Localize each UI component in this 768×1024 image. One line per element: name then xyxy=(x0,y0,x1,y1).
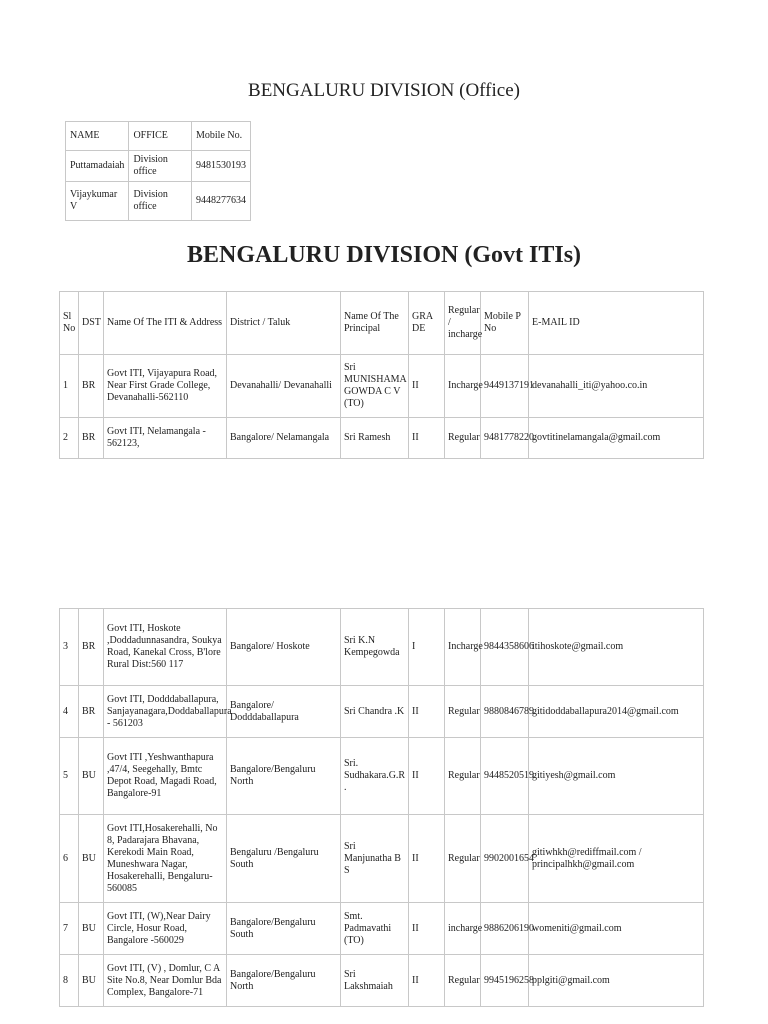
email-cell: womeniti@gmail.com xyxy=(529,903,704,955)
mobile-cell: 9449137191 xyxy=(481,355,529,418)
iti-name-cell: Govt ITI, Nelamangala - 562123, xyxy=(104,418,227,459)
table-row xyxy=(66,182,251,221)
principal-cell: Smt. Padmavathi (TO) xyxy=(341,903,409,955)
dst-cell: BU xyxy=(79,815,104,903)
table-row xyxy=(60,609,704,686)
district-cell: Bangalore/ Nelamangala xyxy=(227,418,341,459)
regular-cell: Incharge xyxy=(445,355,481,418)
grade-cell: II xyxy=(409,903,445,955)
dst-cell: BR xyxy=(79,418,104,459)
district-cell: Bangalore/ Hoskote xyxy=(227,609,341,686)
header-office: OFFICE xyxy=(129,122,192,151)
office-cell-name: Vijaykumar V xyxy=(66,182,129,221)
dst-cell: BR xyxy=(79,609,104,686)
office-cell-mobile: 9481530193 xyxy=(192,151,251,182)
iti-table-page2 xyxy=(59,608,704,1007)
iti-section-title: BENGALURU DIVISION (Govt ITIs) xyxy=(186,242,582,268)
regular-cell: Incharge xyxy=(445,609,481,686)
grade-cell: II xyxy=(409,686,445,738)
mobile-cell: 9448520519 xyxy=(481,738,529,815)
mobile-cell: 9945196258 xyxy=(481,955,529,1007)
sl-no-cell: 4 xyxy=(60,686,79,738)
district-cell: Bangalore/Bengaluru North xyxy=(227,738,341,815)
header-dst: DST xyxy=(79,292,104,355)
email-cell: devanahalli_iti@yahoo.co.in xyxy=(529,355,704,418)
sl-no-cell: 3 xyxy=(60,609,79,686)
header-principal: Name Of The Principal xyxy=(341,292,409,355)
header-email: E-MAIL ID xyxy=(529,292,704,355)
office-cell-office: Division office xyxy=(129,182,192,221)
iti-name-cell: Govt ITI, Hoskote ,Doddadunnasandra, Soukya Road, Kanekal Cross, B'lore Rural Dist:560 117 xyxy=(104,609,227,686)
iti-name-cell: Govt ITI, Dodddaballapura, Sanjayanagara,Doddaballapura - 561203 xyxy=(104,686,227,738)
sl-no-cell: 5 xyxy=(60,738,79,815)
iti-name-cell: Govt ITI, Vijayapura Road, Near First Grade College, Devanahalli-562110 xyxy=(104,355,227,418)
iti-name-cell: Govt ITI, (V) , Domlur, C A Site No.8, Near Domlur Bda Complex, Bangalore-71 xyxy=(104,955,227,1007)
office-section-title: BENGALURU DIVISION (Office) xyxy=(248,80,520,101)
header-sl-no: Sl No xyxy=(60,292,79,355)
table-row xyxy=(60,686,704,738)
principal-cell: Sri Chandra .K xyxy=(341,686,409,738)
dst-cell: BU xyxy=(79,955,104,1007)
email-cell: gitiwhkh@rediffmail.com / principalhkh@gmail.com xyxy=(529,815,704,903)
grade-cell: I xyxy=(409,609,445,686)
iti-table-page1 xyxy=(59,291,704,459)
table-row xyxy=(60,355,704,418)
grade-cell: II xyxy=(409,738,445,815)
sl-no-cell: 1 xyxy=(60,355,79,418)
principal-cell: Sri Lakshmaiah xyxy=(341,955,409,1007)
mobile-cell: 9844358606 xyxy=(481,609,529,686)
header-regular: Regular / incharge xyxy=(445,292,481,355)
mobile-cell: 9481778220 xyxy=(481,418,529,459)
mobile-cell: 9880846789 xyxy=(481,686,529,738)
district-cell: Bangalore/Bengaluru North xyxy=(227,955,341,1007)
sl-no-cell: 2 xyxy=(60,418,79,459)
principal-cell: Sri Manjunatha B S xyxy=(341,815,409,903)
principal-cell: Sri. Sudhakara.G.R . xyxy=(341,738,409,815)
sl-no-cell: 6 xyxy=(60,815,79,903)
grade-cell: II xyxy=(409,815,445,903)
grade-cell: II xyxy=(409,955,445,1007)
office-cell-mobile: 9448277634 xyxy=(192,182,251,221)
principal-cell: Sri MUNISHAMA GOWDA C V (TO) xyxy=(341,355,409,418)
dst-cell: BU xyxy=(79,738,104,815)
email-cell: pplgiti@gmail.com xyxy=(529,955,704,1007)
office-cell-office: Division office xyxy=(129,151,192,182)
table-row xyxy=(66,151,251,182)
dst-cell: BU xyxy=(79,903,104,955)
dst-cell: BR xyxy=(79,355,104,418)
iti-name-cell: Govt ITI ,Yeshwanthapura ,47/4, Seegehally, Bmtc Depot Road, Magadi Road, Bangalore-91 xyxy=(104,738,227,815)
district-cell: Devanahalli/ Devanahalli xyxy=(227,355,341,418)
office-table xyxy=(65,121,251,221)
sl-no-cell: 8 xyxy=(60,955,79,1007)
regular-cell: Regular xyxy=(445,815,481,903)
header-iti-name: Name Of The ITI & Address xyxy=(104,292,227,355)
email-cell: govtitinelamangala@gmail.com xyxy=(529,418,704,459)
district-cell: Bengaluru /Bengaluru South xyxy=(227,815,341,903)
table-row xyxy=(60,955,704,1007)
mobile-cell: 9902001654 xyxy=(481,815,529,903)
iti-name-cell: Govt ITI, (W),Near Dairy Circle, Hosur Road, Bangalore -560029 xyxy=(104,903,227,955)
regular-cell: Regular xyxy=(445,418,481,459)
email-cell: gitiyesh@gmail.com xyxy=(529,738,704,815)
table-row xyxy=(60,903,704,955)
dst-cell: BR xyxy=(79,686,104,738)
grade-cell: II xyxy=(409,418,445,459)
principal-cell: Sri K.N Kempegowda xyxy=(341,609,409,686)
header-name: NAME xyxy=(66,122,129,151)
principal-cell: Sri Ramesh xyxy=(341,418,409,459)
regular-cell: Regular xyxy=(445,686,481,738)
table-row xyxy=(60,738,704,815)
sl-no-cell: 7 xyxy=(60,903,79,955)
regular-cell: Regular xyxy=(445,738,481,815)
district-cell: Bangalore/Bengaluru South xyxy=(227,903,341,955)
iti-table-header xyxy=(60,292,704,355)
header-district: District / Taluk xyxy=(227,292,341,355)
office-table-header xyxy=(66,122,251,151)
table-row xyxy=(60,815,704,903)
office-cell-name: Puttamadaiah xyxy=(66,151,129,182)
table-row xyxy=(60,418,704,459)
email-cell: gitidoddaballapura2014@gmail.com xyxy=(529,686,704,738)
iti-name-cell: Govt ITI,Hosakerehalli, No 8, Padarajara Bhavana, Kerekodi Main Road, Muneshwara Nagar, Hosakerehalli, Bengaluru-560085 xyxy=(104,815,227,903)
email-cell: itihoskote@gmail.com xyxy=(529,609,704,686)
district-cell: Bangalore/ Dodddaballapura xyxy=(227,686,341,738)
header-grade: GRA DE xyxy=(409,292,445,355)
regular-cell: Regular xyxy=(445,955,481,1007)
header-mobile: Mobile P No xyxy=(481,292,529,355)
header-mobile: Mobile No. xyxy=(192,122,251,151)
mobile-cell: 9886206190 xyxy=(481,903,529,955)
grade-cell: II xyxy=(409,355,445,418)
regular-cell: incharge xyxy=(445,903,481,955)
